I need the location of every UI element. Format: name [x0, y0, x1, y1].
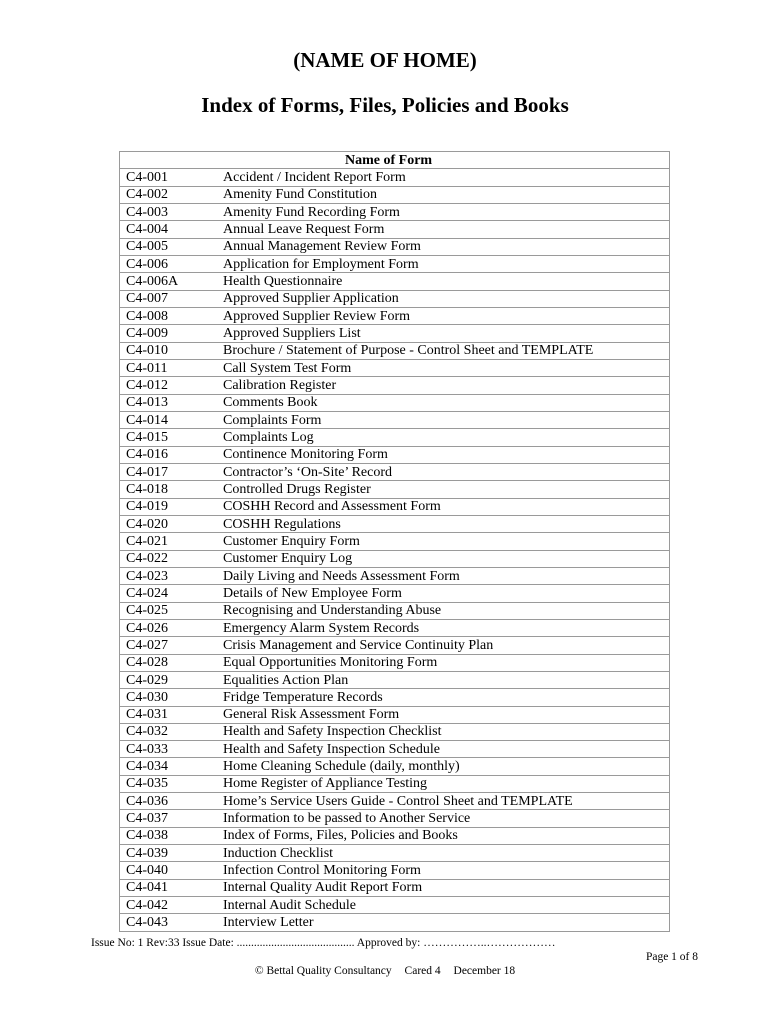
table-row [120, 255, 670, 272]
form-name: Crisis Management and Service Continuity Plan [217, 637, 670, 654]
table-row [120, 307, 670, 324]
table-row [120, 550, 670, 567]
copyright-line [0, 965, 770, 977]
table-row [120, 221, 670, 238]
table-row [120, 273, 670, 290]
table-row [120, 290, 670, 307]
form-name: Details of New Employee Form [217, 585, 670, 602]
table-row [120, 446, 670, 463]
form-code: C4-019 [120, 498, 218, 515]
issue-line: Issue No: 1 Rev:33 Issue Date: ......................................... Approved by: ……………..……………… [91, 937, 556, 949]
form-name: Continence Monitoring Form [217, 446, 670, 463]
form-code: C4-020 [120, 515, 218, 532]
table-row [120, 238, 670, 255]
form-name: COSHH Regulations [217, 515, 670, 532]
document-code: Cared 4 [404, 965, 441, 977]
table-row [120, 463, 670, 480]
table-row [120, 637, 670, 654]
form-name: Call System Test Form [217, 359, 670, 376]
table-row [120, 671, 670, 688]
table-row [120, 359, 670, 376]
form-name: Approved Supplier Review Form [217, 307, 670, 324]
table-header-row [120, 152, 670, 169]
form-code: C4-029 [120, 671, 218, 688]
form-code: C4-032 [120, 723, 218, 740]
form-name: Infection Control Monitoring Form [217, 862, 670, 879]
form-name: Approved Suppliers List [217, 325, 670, 342]
table-row [120, 723, 670, 740]
form-code: C4-022 [120, 550, 218, 567]
form-code: C4-017 [120, 463, 218, 480]
table-row [120, 602, 670, 619]
table-row [120, 879, 670, 896]
table-row [120, 619, 670, 636]
form-name: Customer Enquiry Form [217, 533, 670, 550]
form-name: Home Register of Appliance Testing [217, 775, 670, 792]
form-name: Emergency Alarm System Records [217, 619, 670, 636]
table-row [120, 394, 670, 411]
form-code: C4-008 [120, 307, 218, 324]
table-row [120, 706, 670, 723]
form-code: C4-012 [120, 377, 218, 394]
form-name: Induction Checklist [217, 845, 670, 862]
form-name: Amenity Fund Recording Form [217, 203, 670, 220]
table-row [120, 689, 670, 706]
form-code: C4-014 [120, 411, 218, 428]
form-name: Amenity Fund Constitution [217, 186, 670, 203]
table-row [120, 585, 670, 602]
form-code: C4-003 [120, 203, 218, 220]
form-code: C4-007 [120, 290, 218, 307]
form-name: Application for Employment Form [217, 255, 670, 272]
form-name: Health Questionnaire [217, 273, 670, 290]
form-name: Home Cleaning Schedule (daily, monthly) [217, 758, 670, 775]
form-name: Index of Forms, Files, Policies and Books [217, 827, 670, 844]
table-row [120, 377, 670, 394]
form-code: C4-026 [120, 619, 218, 636]
table-row [120, 897, 670, 914]
form-name: Equal Opportunities Monitoring Form [217, 654, 670, 671]
table-row [120, 169, 670, 186]
form-code: C4-041 [120, 879, 218, 896]
table-row [120, 325, 670, 342]
form-code: C4-016 [120, 446, 218, 463]
table-row [120, 914, 670, 931]
form-name: Interview Letter [217, 914, 670, 931]
form-code: C4-031 [120, 706, 218, 723]
form-name: Internal Audit Schedule [217, 897, 670, 914]
form-name: Annual Leave Request Form [217, 221, 670, 238]
column-header-name-of-form: Name of Form [120, 152, 670, 169]
form-name: Complaints Log [217, 429, 670, 446]
form-code: C4-021 [120, 533, 218, 550]
table-row [120, 533, 670, 550]
table-row [120, 186, 670, 203]
form-code: C4-004 [120, 221, 218, 238]
forms-index-table [119, 151, 670, 932]
form-code: C4-013 [120, 394, 218, 411]
form-name: Internal Quality Audit Report Form [217, 879, 670, 896]
form-code: C4-030 [120, 689, 218, 706]
page-number: Page 1 of 8 [645, 951, 698, 963]
form-code: C4-010 [120, 342, 218, 359]
table-row [120, 567, 670, 584]
form-name: Accident / Incident Report Form [217, 169, 670, 186]
form-name: Customer Enquiry Log [217, 550, 670, 567]
form-name: Complaints Form [217, 411, 670, 428]
form-code: C4-011 [120, 359, 218, 376]
form-name: COSHH Record and Assessment Form [217, 498, 670, 515]
form-code: C4-036 [120, 793, 218, 810]
form-code: C4-015 [120, 429, 218, 446]
form-name: Equalities Action Plan [217, 671, 670, 688]
table-row [120, 827, 670, 844]
form-code: C4-028 [120, 654, 218, 671]
form-name: Daily Living and Needs Assessment Form [217, 567, 670, 584]
form-name: Information to be passed to Another Service [217, 810, 670, 827]
table-row [120, 203, 670, 220]
table-row [120, 342, 670, 359]
table-row [120, 810, 670, 827]
form-code: C4-023 [120, 567, 218, 584]
table-row [120, 411, 670, 428]
table-row [120, 481, 670, 498]
form-name: General Risk Assessment Form [217, 706, 670, 723]
form-code: C4-002 [120, 186, 218, 203]
form-code: C4-025 [120, 602, 218, 619]
form-code: C4-006A [120, 273, 218, 290]
form-code: C4-033 [120, 741, 218, 758]
page-subtitle: Index of Forms, Files, Policies and Books [201, 93, 569, 117]
form-code: C4-037 [120, 810, 218, 827]
table-row [120, 654, 670, 671]
table-row [120, 758, 670, 775]
form-code: C4-009 [120, 325, 218, 342]
table-row [120, 862, 670, 879]
form-code: C4-018 [120, 481, 218, 498]
form-code: C4-038 [120, 827, 218, 844]
table-row [120, 498, 670, 515]
form-name: Calibration Register [217, 377, 670, 394]
form-name: Comments Book [217, 394, 670, 411]
form-code: C4-005 [120, 238, 218, 255]
form-name: Home’s Service Users Guide - Control Sheet and TEMPLATE [217, 793, 670, 810]
page-title: (NAME OF HOME) [293, 48, 477, 72]
form-code: C4-042 [120, 897, 218, 914]
table-row [120, 515, 670, 532]
form-code: C4-001 [120, 169, 218, 186]
form-name: Controlled Drugs Register [217, 481, 670, 498]
table-row [120, 775, 670, 792]
form-name: Contractor’s ‘On-Site’ Record [217, 463, 670, 480]
form-code: C4-024 [120, 585, 218, 602]
form-code: C4-039 [120, 845, 218, 862]
copyright-text: © Bettal Quality Consultancy [254, 965, 392, 977]
table-row [120, 429, 670, 446]
table-row [120, 793, 670, 810]
form-code: C4-035 [120, 775, 218, 792]
form-code: C4-006 [120, 255, 218, 272]
form-code: C4-040 [120, 862, 218, 879]
form-code: C4-043 [120, 914, 218, 931]
form-name: Brochure / Statement of Purpose - Control Sheet and TEMPLATE [217, 342, 670, 359]
table-row [120, 845, 670, 862]
form-name: Health and Safety Inspection Schedule [217, 741, 670, 758]
document-date: December 18 [453, 965, 516, 977]
form-name: Annual Management Review Form [217, 238, 670, 255]
form-name: Fridge Temperature Records [217, 689, 670, 706]
table-row [120, 741, 670, 758]
form-code: C4-034 [120, 758, 218, 775]
form-code: C4-027 [120, 637, 218, 654]
form-name: Approved Supplier Application [217, 290, 670, 307]
form-name: Health and Safety Inspection Checklist [217, 723, 670, 740]
form-name: Recognising and Understanding Abuse [217, 602, 670, 619]
